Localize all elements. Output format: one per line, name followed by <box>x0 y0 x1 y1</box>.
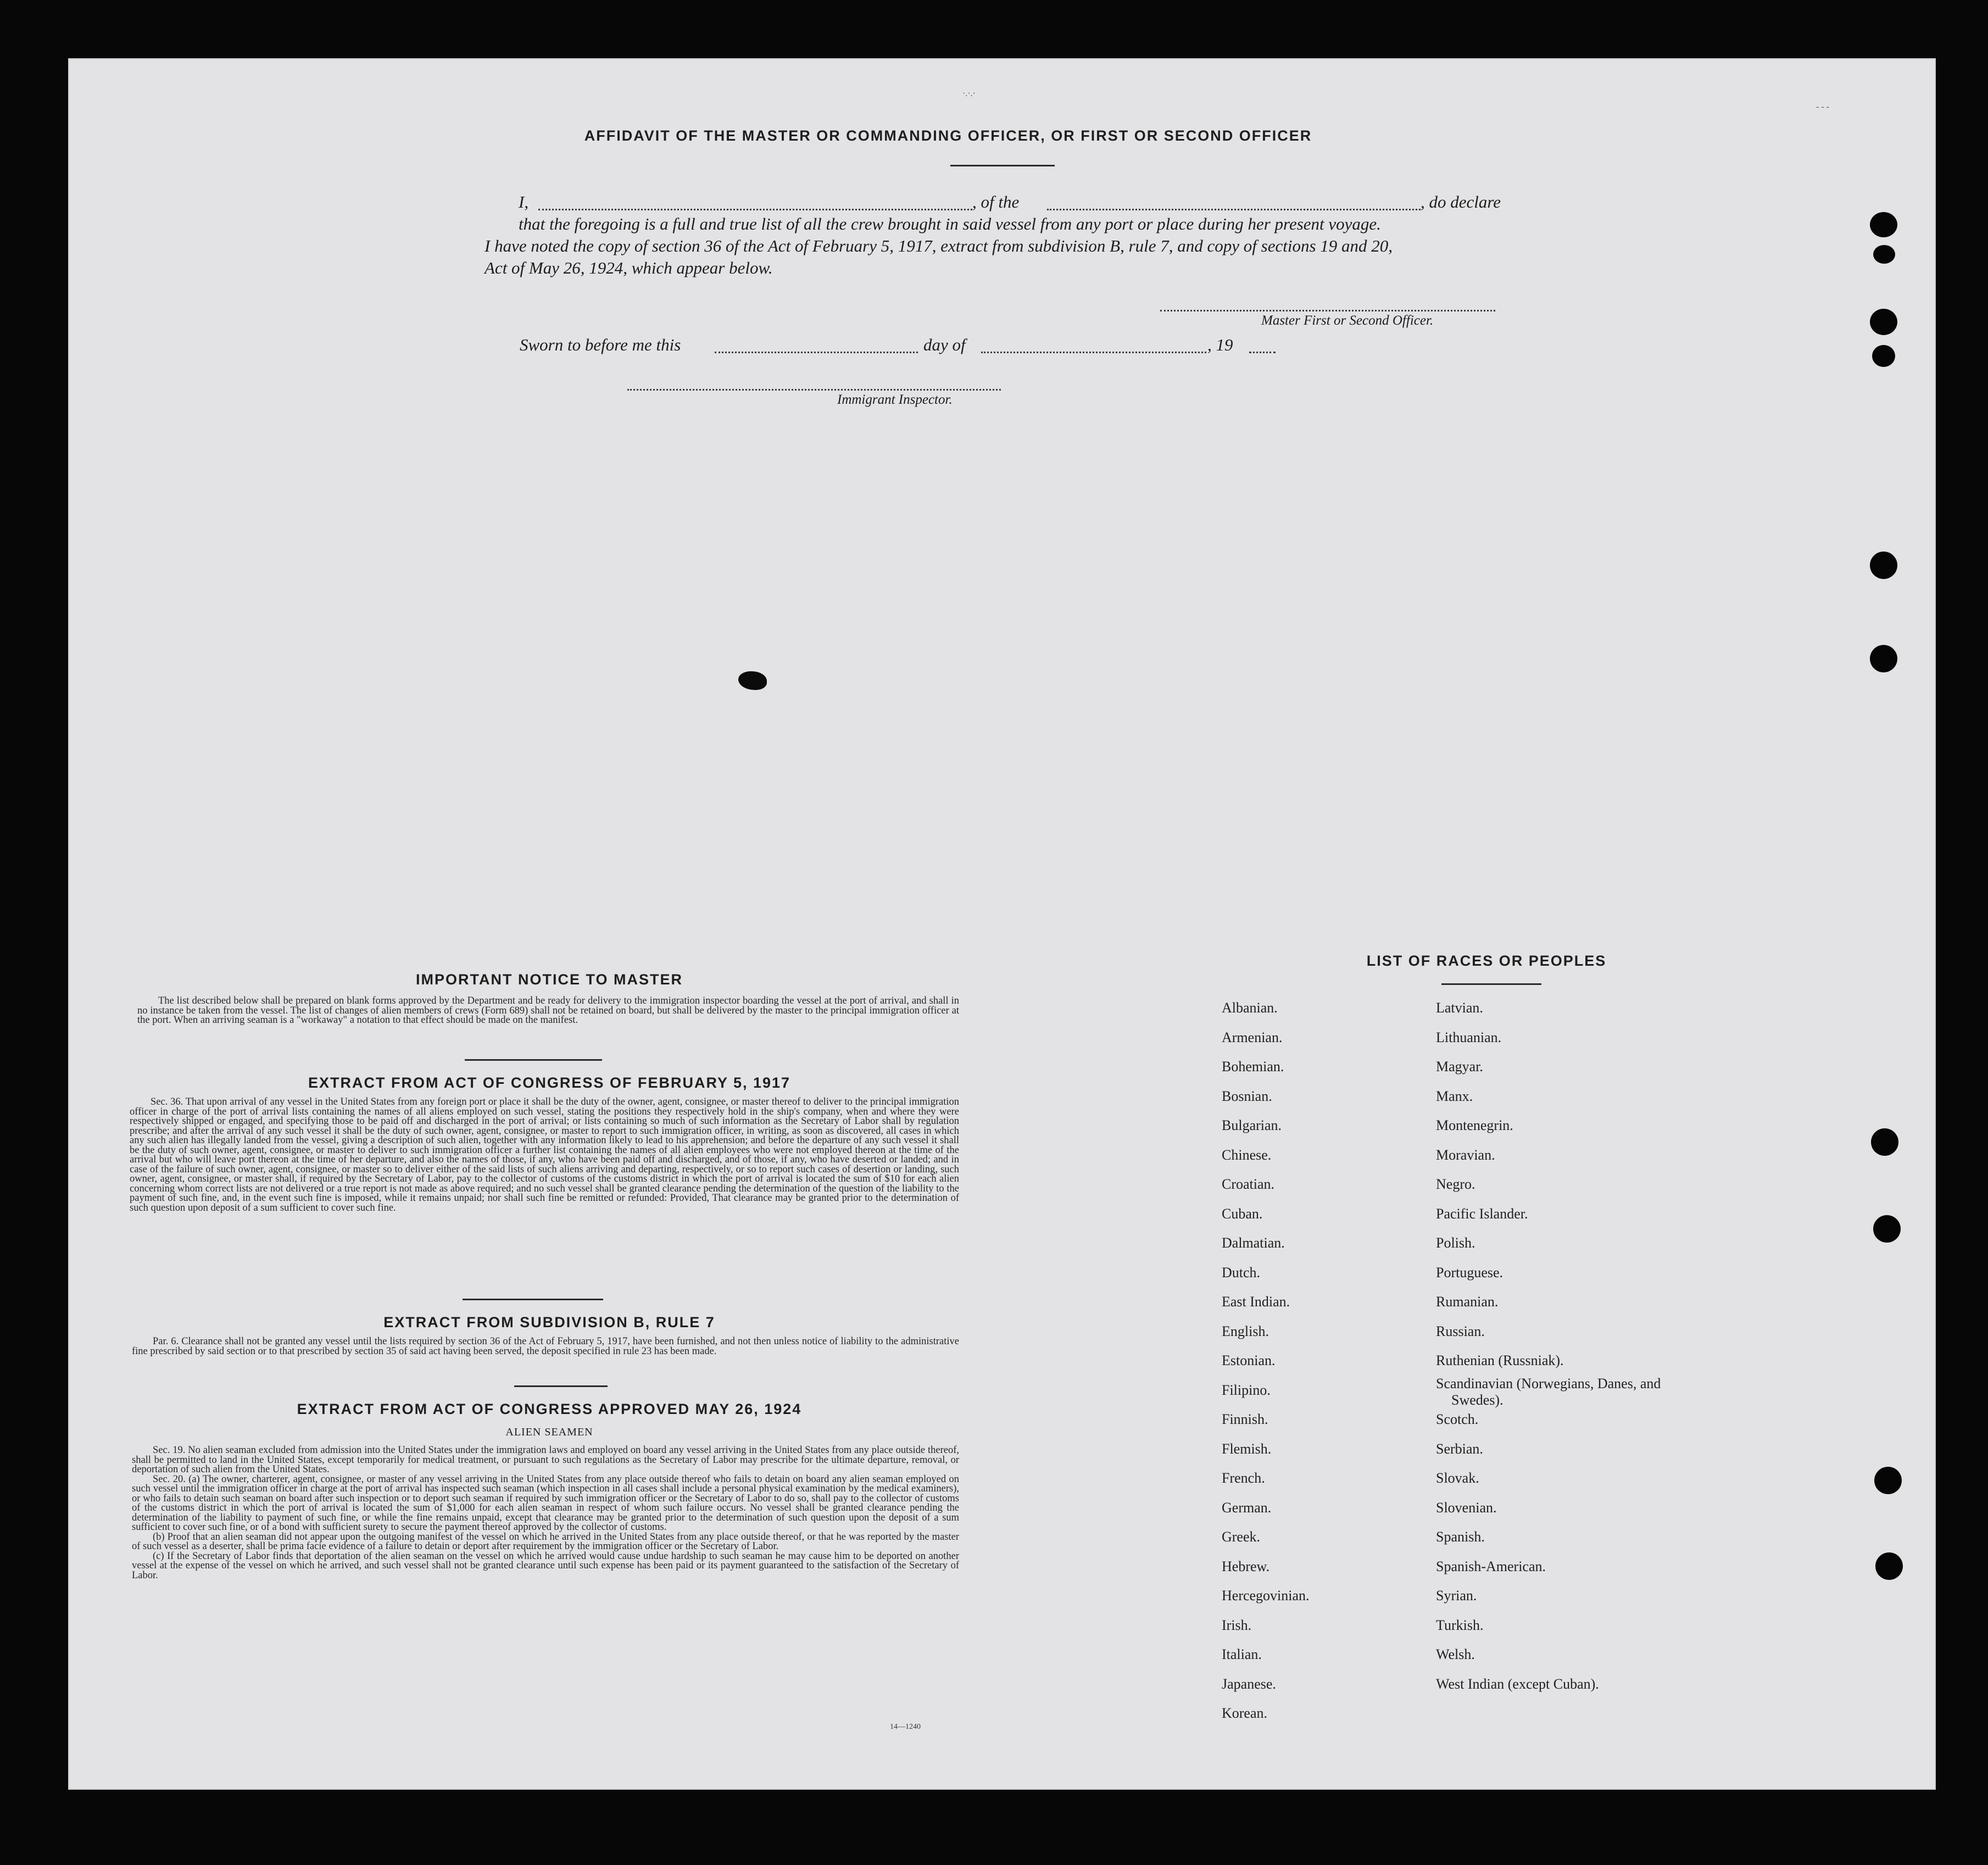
race-item: English. <box>1222 1323 1269 1339</box>
affidavit-i: I, <box>519 192 529 211</box>
extract-1917-body: Sec. 36. That upon arrival of any vessel in the United States from any foreign port or place it shall be the duty of the owner, agent, consignee, or master thereof to deliver to the principal immigration officer in charge of the port of arrival lists containing the names of all aliens employed on such vessel, stating the positions they respectively hold in the ship's company, when and where they were respectively shipped or engaged, and specifying those to be paid off and discharged in the port of arrival; or lists containing so much of such information as the Secretary of Labor shall by regulation prescribe; and after the arrival of any such vessel it shall be the duty of such owner, agent, consignee, or master to report to such immigration officer, in writing, as soon as discovered, all cases in which any such alien has illegally landed from the vessel, giving a description of such alien, together with any information likely to lead to his apprehension; and before the departure of any such vessel it shall be the duty of such owner, agent, consignee, or master to deliver to such immigration officer a further list containing the names of all alien employees who were not employed thereon at the time of the arrival but who will leave port thereon at the time of her departure, and also the names of those, if any, who have been paid off and discharged, and of those, if any, who have deserted or landed; and in case of the failure of such owner, agent, consignee, or master so to deliver either of the said lists of such aliens arriving and departing, respectively, or so to report such cases of desertion or landing, such owner, agent, consignee, or master shall, if required by the Secretary of Labor, pay to the collector of customs of the customs district in which the port of arrival is located the sum of $10 for each alien concerning whom correct lists are not delivered or a true report is not made as above required; and no such vessel shall be granted clearance pending the determination of the question of the liability to the payment of such fine, and, in the event such fine is imposed, while it remains unpaid; nor shall such fine be remitted or refunded: Provided, That clearance may be granted prior to the determination of such question upon deposit of a sum sufficient to cover such fine. <box>130 1096 959 1213</box>
binder-hole <box>1870 645 1897 672</box>
sec-19: Sec. 19. No alien seaman excluded from admission into the United States under the immigration laws and employed on board any vessel arriving in the United States from any place outside thereof, shall be permitted to land in the United States, except temporarily for medical treatment, or pursuant to such regulations as the Secretary of Labor may prescribe for the ultimate departure, removal, or deportation of such alien from the United States. <box>132 1445 959 1475</box>
race-item: Syrian. <box>1436 1588 1477 1604</box>
race-item: Montenegrin. <box>1436 1117 1513 1133</box>
race-item: Japanese. <box>1222 1675 1276 1692</box>
race-item: Hebrew. <box>1222 1558 1270 1574</box>
race-item: Ruthenian (Russniak). <box>1436 1352 1564 1368</box>
affidavit-line-3: I have noted the copy of section 36 of the Act of February 5, 1917, extract from subdivision B, rule 7, and copy of sections 19 and 20, <box>485 236 1393 255</box>
extract-1917-rule <box>463 1299 603 1300</box>
race-item: Filipino. <box>1222 1382 1271 1398</box>
affidavit-declare: , do declare <box>1421 192 1501 211</box>
race-item: Albanian. <box>1222 1000 1278 1016</box>
rule7-body: Par. 6. Clearance shall not be granted any vessel until the lists required by section 36 of the Act of February 5, 1917, have been furnished, and not then unless notice of liability to the administrative fine prescribed by said section or to that prescribed by section 35 of said act having been served, the deposit specified in rule 23 has been made. <box>132 1336 959 1357</box>
race-item: Scotch. <box>1436 1411 1479 1427</box>
race-item: Bosnian. <box>1222 1088 1272 1104</box>
sec-20a: Sec. 20. (a) The owner, charterer, agent, consignee, or master of any vessel arriving in the United States from any place outside thereof who fails to detain on board any alien seaman employed on such vessel until the immigration officer in charge at the port of arrival has inspected such seaman (which inspection in all cases shall include a personal physical examination by the medical examiners), or who fails to detain such seaman on board after such inspection or to deport such seaman if required by such immigration officer or the Secretary of Labor to do so, shall pay to the collector of customs of the customs district in which the port of arrival is located the sum of $1,000 for each alien seaman in respect of whom such failure occurs. No vessel shall be granted clearance pending the determination of the liability to payment of such fine, or while the fine remains unpaid, except that clearance may be granted prior to the determination of such question upon the deposit of a sum sufficient to cover such fine, or of a bond with sufficient surety to secure the payment thereof approved by the collector of customs. <box>132 1473 959 1533</box>
master-signature-label: Master First or Second Officer. <box>1261 313 1434 328</box>
races-title: LIST OF RACES OR PEOPLES <box>1366 953 1607 969</box>
affidavit-line-2: that the foregoing is a full and true list of all the crew brought in said vessel from any port or place during her present voyage. <box>519 214 1381 233</box>
affidavit-of-the: , of the <box>972 192 1020 211</box>
race-item: Dutch. <box>1222 1264 1261 1281</box>
race-item: German. <box>1222 1499 1272 1516</box>
race-item: Moravian. <box>1436 1146 1495 1163</box>
binder-hole <box>1870 552 1897 579</box>
sworn-prefix: Sworn to before me this <box>520 335 681 354</box>
affidavit-line-4: Act of May 26, 1924, which appear below. <box>485 258 773 277</box>
binder-hole <box>1874 1467 1902 1494</box>
race-item: Lithuanian. <box>1436 1029 1502 1045</box>
race-item: Rumanian. <box>1436 1294 1499 1310</box>
extract-1924-title: EXTRACT FROM ACT OF CONGRESS APPROVED MAY 26, 1924 <box>297 1401 802 1417</box>
rule7-title: EXTRACT FROM SUBDIVISION B, RULE 7 <box>383 1314 715 1330</box>
binder-hole <box>1873 1215 1901 1243</box>
race-item: Finnish. <box>1222 1411 1268 1427</box>
sworn-day-of: day of <box>923 335 966 354</box>
race-item: Welsh. <box>1436 1646 1475 1662</box>
vessel-blank <box>1047 209 1421 210</box>
race-item: West Indian (except Cuban). <box>1436 1675 1599 1692</box>
form-number: 14—1240 <box>890 1723 921 1731</box>
race-item: Russian. <box>1436 1323 1485 1339</box>
affidavit-title: AFFIDAVIT OF THE MASTER OR COMMANDING OFFICER, OR FIRST OR SECOND OFFICER <box>584 127 1312 144</box>
race-item: Bulgarian. <box>1222 1117 1282 1133</box>
race-item: Croatian. <box>1222 1176 1275 1192</box>
inspector-label: Immigrant Inspector. <box>837 392 953 407</box>
race-item: French. <box>1222 1470 1265 1486</box>
race-item: Portuguese. <box>1436 1264 1503 1281</box>
corner-mark: - - - <box>1816 102 1829 112</box>
sworn-line <box>520 334 1344 356</box>
race-item: Korean. <box>1222 1705 1268 1721</box>
ink-blot <box>738 671 767 690</box>
race-item: Pacific Islander. <box>1436 1205 1528 1222</box>
stamp-mark: ·.·.· <box>962 89 976 98</box>
race-item: Irish. <box>1222 1617 1252 1633</box>
race-item: Hercegovinian. <box>1222 1588 1310 1604</box>
race-item: Dalmatian. <box>1222 1235 1285 1251</box>
extract-1924-body <box>132 1446 959 1580</box>
race-item: Polish. <box>1436 1235 1475 1251</box>
race-item: Italian. <box>1222 1646 1262 1662</box>
race-item: Estonian. <box>1222 1352 1276 1368</box>
binder-hole <box>1870 212 1897 237</box>
year-blank <box>1249 352 1276 353</box>
race-item: Greek. <box>1222 1529 1261 1545</box>
inspector-signature-line <box>627 389 1001 391</box>
race-item: Magyar. <box>1436 1059 1483 1075</box>
binder-hole <box>1870 309 1897 335</box>
name-blank <box>538 209 972 210</box>
race-item: Negro. <box>1436 1176 1475 1192</box>
race-item: Latvian. <box>1436 1000 1483 1016</box>
notice-title: IMPORTANT NOTICE TO MASTER <box>416 971 683 988</box>
binder-hole <box>1872 345 1895 367</box>
notice-rule <box>465 1059 602 1061</box>
sec-20c: (c) If the Secretary of Labor finds that deportation of the alien seaman on the vessel on which he arrived would cause undue hardship to such seaman he may cause him to be deported on another vessel at the expense of the vessel on which he arrived, and such vessel shall not be granted clearance until such expense has been paid or its payment guaranteed to the satisfaction of the Secretary of Labor. <box>132 1550 959 1581</box>
notice-body: The list described below shall be prepared on blank forms approved by the Department and be ready for delivery to the immigration inspector boarding the vessel at the port of arrival, and shall in no instance be taken from the vessel. The list of changes of alien members of crews (Form 689) shall not be retained on board, but shall be delivered by the master to the principal immigration officer at the port. When an arriving seaman is a "workaway" a notation to that effect should be made on the manifest. <box>137 995 959 1026</box>
binder-hole <box>1875 1552 1903 1580</box>
extract-1917-title: EXTRACT FROM ACT OF CONGRESS OF FEBRUARY 5, 1917 <box>308 1075 791 1091</box>
binder-hole <box>1873 245 1895 264</box>
race-item: Manx. <box>1436 1088 1473 1104</box>
race-item: Spanish-American. <box>1436 1558 1546 1574</box>
race-item: Flemish. <box>1222 1440 1272 1457</box>
sec-20b: (b) Proof that an alien seaman did not appear upon the outgoing manifest of the vessel on which he arrived in the United States from any place outside thereof, or that he was reported by the master of such vessel as a deserter, shall be prima facie evidence of a failure to detain or deport after requirement by the immigration officer or the Secretary of Labor. <box>132 1531 959 1552</box>
binder-hole <box>1871 1128 1898 1156</box>
affidavit-line-1 <box>519 191 1595 213</box>
race-item: Serbian. <box>1436 1440 1483 1457</box>
title-underline <box>950 165 1055 166</box>
race-item: Turkish. <box>1436 1617 1484 1633</box>
rule7-rule <box>514 1385 608 1387</box>
race-item: Slovak. <box>1436 1470 1479 1486</box>
race-item: Bohemian. <box>1222 1059 1284 1075</box>
race-item: Chinese. <box>1222 1146 1272 1163</box>
races-title-rule <box>1441 983 1541 985</box>
race-item: Spanish. <box>1436 1529 1485 1545</box>
race-item: Slovenian. <box>1436 1499 1497 1516</box>
document-page <box>68 58 1936 1790</box>
day-blank <box>715 352 918 353</box>
race-item: Cuban. <box>1222 1205 1263 1222</box>
race-item: Armenian. <box>1222 1029 1283 1045</box>
month-blank <box>981 352 1206 353</box>
race-item: Scandinavian (Norwegians, Danes, and Swedes). <box>1436 1375 1661 1408</box>
sworn-year: , 19 <box>1207 335 1233 354</box>
master-signature-line <box>1160 310 1495 311</box>
alien-seamen-subtitle: ALIEN SEAMEN <box>505 1426 593 1438</box>
race-item: East Indian. <box>1222 1294 1290 1310</box>
